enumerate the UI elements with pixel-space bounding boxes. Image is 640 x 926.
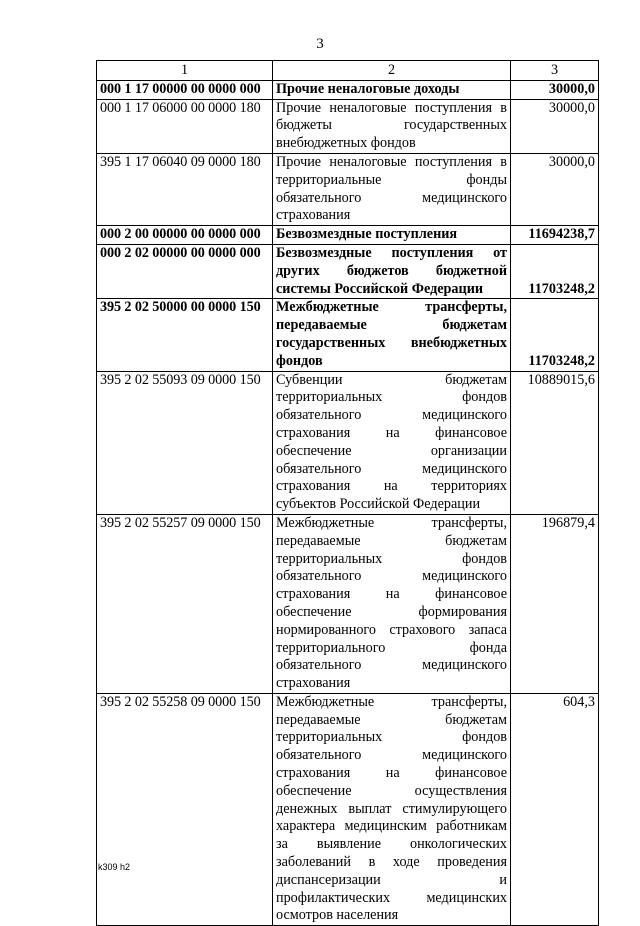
item-name-cell: Субвенции бюджетам территориальных фондов обязательного медицинского страхования на финансовое обеспечение организации обязательного медицинского страхования на территориях субъектов Российской Федерации bbox=[273, 371, 511, 514]
item-name-cell: Прочие неналоговые доходы bbox=[273, 80, 511, 99]
table-row bbox=[97, 514, 599, 693]
budget-code-cell: 395 2 02 55258 09 0000 150 bbox=[97, 693, 273, 925]
column-header-amount: 3 bbox=[511, 61, 599, 81]
table-row bbox=[97, 80, 599, 99]
budget-code-cell: 395 1 17 06040 09 0000 180 bbox=[97, 153, 273, 225]
amount-cell: 11703248,2 bbox=[511, 299, 599, 371]
item-name-cell: Межбюджетные трансферты, передаваемые бюджетам территориальных фондов обязательного медицинского страхования на финансовое обеспечение формирования нормированного страхового запаса территориального фонда обязательного медицинского страхования bbox=[273, 514, 511, 693]
budget-revenue-table bbox=[96, 60, 599, 926]
amount-cell: 11694238,7 bbox=[511, 226, 599, 245]
budget-code-cell: 000 1 17 00000 00 0000 000 bbox=[97, 80, 273, 99]
table-row bbox=[97, 226, 599, 245]
amount-cell: 11703248,2 bbox=[511, 244, 599, 298]
item-name-cell: Безвозмездные поступления bbox=[273, 226, 511, 245]
budget-code-cell: 395 2 02 50000 00 0000 150 bbox=[97, 299, 273, 371]
table-row bbox=[97, 99, 599, 153]
amount-cell: 10889015,6 bbox=[511, 371, 599, 514]
table-row bbox=[97, 693, 599, 925]
amount-cell: 604,3 bbox=[511, 693, 599, 925]
table-row bbox=[97, 299, 599, 371]
page-number: 3 bbox=[316, 36, 324, 52]
item-name-cell: Безвозмездные поступления от других бюджетов бюджетной системы Российской Федерации bbox=[273, 244, 511, 298]
table-header-row bbox=[97, 61, 599, 81]
item-name-cell: Прочие неналоговые поступления в территориальные фонды обязательного медицинского страхования bbox=[273, 153, 511, 225]
amount-cell: 196879,4 bbox=[511, 514, 599, 693]
table-row bbox=[97, 371, 599, 514]
item-name-cell: Межбюджетные трансферты, передаваемые бюджетам территориальных фондов обязательного медицинского страхования на финансовое обеспечение осуществления денежных выплат стимулирующего характера медицинским работникам за выявление онкологических заболеваний в ходе проведения диспансеризации и профилактических медицинских осмотров населения bbox=[273, 693, 511, 925]
budget-code-cell: 000 1 17 06000 00 0000 180 bbox=[97, 99, 273, 153]
table-row bbox=[97, 153, 599, 225]
budget-code-cell: 000 2 00 00000 00 0000 000 bbox=[97, 226, 273, 245]
column-header-code: 1 bbox=[97, 61, 273, 81]
item-name-cell: Прочие неналоговые поступления в бюджеты государственных внебюджетных фондов bbox=[273, 99, 511, 153]
document-footer-mark: k309 h2 bbox=[98, 862, 131, 872]
budget-code-cell: 395 2 02 55093 09 0000 150 bbox=[97, 371, 273, 514]
column-header-name: 2 bbox=[273, 61, 511, 81]
amount-cell: 30000,0 bbox=[511, 153, 599, 225]
budget-code-cell: 000 2 02 00000 00 0000 000 bbox=[97, 244, 273, 298]
item-name-cell: Межбюджетные трансферты, передаваемые бюджетам государственных внебюджетных фондов bbox=[273, 299, 511, 371]
amount-cell: 30000,0 bbox=[511, 99, 599, 153]
budget-code-cell: 395 2 02 55257 09 0000 150 bbox=[97, 514, 273, 693]
amount-cell: 30000,0 bbox=[511, 80, 599, 99]
table-row bbox=[97, 244, 599, 298]
